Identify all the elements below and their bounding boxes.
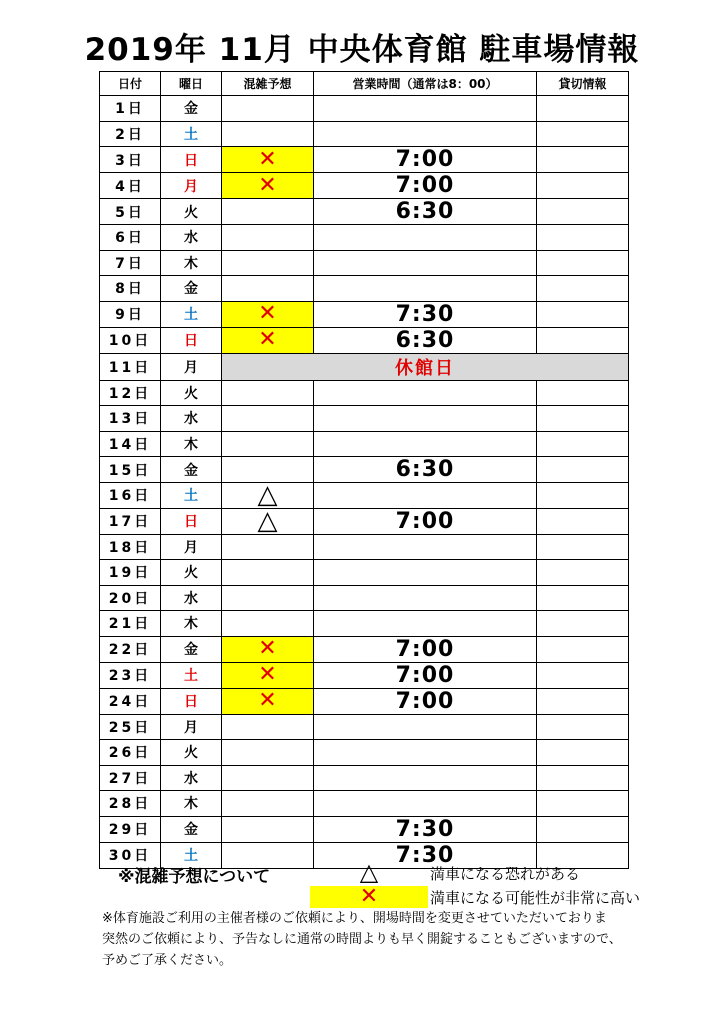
open-time-cell: 7:00 [314,508,537,534]
open-time-cell [314,765,537,791]
reservation-cell [537,327,629,353]
closed-day-cell: 休館日 [222,353,629,380]
table-row [100,534,629,560]
open-time-cell: 7:30 [314,816,537,842]
weekday-cell: 火 [161,740,222,766]
weekday-cell: 土 [161,662,222,688]
weekday-cell: 金 [161,636,222,662]
open-time-cell [314,380,537,406]
weekday-cell: 日 [161,688,222,714]
reservation-cell [537,636,629,662]
date-cell: 6日 [100,225,161,251]
reservation-cell [537,199,629,225]
table-header-row [100,72,629,96]
header-reservation: 貸切情報 [537,72,629,96]
date-cell: 26日 [100,740,161,766]
table-row [100,508,629,534]
table-row [100,147,629,173]
date-cell: 24日 [100,688,161,714]
date-cell: 10日 [100,327,161,353]
reservation-cell [537,457,629,483]
reservation-cell [537,121,629,147]
weekday-cell: 月 [161,714,222,740]
crowd-cell [222,276,314,302]
open-time-cell [314,121,537,147]
open-time-cell [314,534,537,560]
date-cell: 13日 [100,406,161,432]
open-time-cell [314,276,537,302]
weekday-cell: 金 [161,457,222,483]
open-time-cell [314,585,537,611]
crowd-cross-icon: ✕ [222,327,314,353]
weekday-cell: 金 [161,96,222,122]
parking-schedule-table [99,71,629,869]
table-row [100,199,629,225]
weekday-cell: 日 [161,508,222,534]
table-row [100,380,629,406]
open-time-cell: 6:30 [314,457,537,483]
reservation-cell [537,585,629,611]
crowd-cell [222,250,314,276]
table-row [100,740,629,766]
crowd-cell [222,560,314,586]
open-time-cell [314,611,537,637]
table-row [100,662,629,688]
weekday-cell: 月 [161,173,222,199]
date-cell: 2日 [100,121,161,147]
open-time-cell: 7:00 [314,147,537,173]
table-row [100,276,629,302]
date-cell: 9日 [100,301,161,327]
table-row [100,714,629,740]
table-row [100,636,629,662]
weekday-cell: 金 [161,816,222,842]
legend-triangle-icon: △ [359,858,379,886]
reservation-cell [537,301,629,327]
open-time-cell [314,560,537,586]
table-row [100,353,629,380]
reservation-cell [537,483,629,509]
date-cell: 21日 [100,611,161,637]
date-cell: 23日 [100,662,161,688]
date-cell: 16日 [100,483,161,509]
crowd-cell [222,96,314,122]
weekday-cell: 火 [161,380,222,406]
open-time-cell: 7:30 [314,842,537,868]
reservation-cell [537,714,629,740]
weekday-cell: 木 [161,250,222,276]
open-time-cell: 6:30 [314,199,537,225]
table-row [100,611,629,637]
crowd-cell [222,225,314,251]
crowd-cell [222,740,314,766]
table-row [100,457,629,483]
crowd-cross-icon: ✕ [222,147,314,173]
weekday-cell: 水 [161,585,222,611]
date-cell: 27日 [100,765,161,791]
legend-title: ※混雑予想について [118,867,271,887]
open-time-cell [314,431,537,457]
note-line-1: ※体育施設ご利用の主催者様のご依頼により、開場時間を変更させていただいておりま [102,911,607,926]
crowd-cross-icon: ✕ [222,688,314,714]
weekday-cell: 土 [161,121,222,147]
date-cell: 19日 [100,560,161,586]
table-row [100,173,629,199]
weekday-cell: 日 [161,327,222,353]
weekday-cell: 火 [161,199,222,225]
crowd-cell [222,765,314,791]
reservation-cell [537,662,629,688]
date-cell: 8日 [100,276,161,302]
crowd-cell [222,585,314,611]
reservation-cell [537,96,629,122]
reservation-cell [537,380,629,406]
reservation-cell [537,560,629,586]
crowd-cross-icon: ✕ [222,662,314,688]
crowd-cell [222,534,314,560]
reservation-cell [537,816,629,842]
table-row [100,406,629,432]
legend-cross-icon: ✕ [310,886,428,908]
crowd-cross-icon: ✕ [222,173,314,199]
table-row [100,301,629,327]
open-time-cell: 7:00 [314,662,537,688]
date-cell: 28日 [100,791,161,817]
header-dow: 曜日 [161,72,222,96]
open-time-cell [314,406,537,432]
header-date: 日付 [100,72,161,96]
weekday-cell: 木 [161,431,222,457]
open-time-cell: 7:30 [314,301,537,327]
weekday-cell: 木 [161,791,222,817]
weekday-cell: 水 [161,406,222,432]
note-line-2: 突然のご依頼により、予告なしに通常の時間よりも早く開錠することもございますので、 [102,932,622,947]
table-row [100,96,629,122]
date-cell: 1日 [100,96,161,122]
header-crowd: 混雑予想 [222,72,314,96]
table-row [100,250,629,276]
table-row [100,121,629,147]
reservation-cell [537,276,629,302]
date-cell: 5日 [100,199,161,225]
date-cell: 29日 [100,816,161,842]
table-row [100,585,629,611]
reservation-cell [537,765,629,791]
crowd-triangle-icon: △ [222,508,314,534]
date-cell: 11日 [100,353,161,380]
reservation-cell [537,431,629,457]
reservation-cell [537,740,629,766]
date-cell: 4日 [100,173,161,199]
open-time-cell: 7:00 [314,688,537,714]
weekday-cell: 日 [161,147,222,173]
table-row [100,225,629,251]
reservation-cell [537,688,629,714]
reservation-cell [537,508,629,534]
crowd-cross-icon: ✕ [222,301,314,327]
date-cell: 17日 [100,508,161,534]
reservation-cell [537,534,629,560]
weekday-cell: 木 [161,611,222,637]
crowd-cell [222,121,314,147]
weekday-cell: 火 [161,560,222,586]
table-row [100,327,629,353]
crowd-cell [222,816,314,842]
crowd-cell [222,431,314,457]
open-time-cell: 6:30 [314,327,537,353]
reservation-cell [537,611,629,637]
table-row [100,816,629,842]
date-cell: 7日 [100,250,161,276]
open-time-cell [314,250,537,276]
reservation-cell [537,250,629,276]
crowd-cell [222,714,314,740]
header-open-time: 営業時間（通常は8：00） [314,72,537,96]
crowd-cell [222,611,314,637]
open-time-cell [314,791,537,817]
date-cell: 18日 [100,534,161,560]
note-line-3: 予めご了承ください。 [102,953,233,968]
date-cell: 20日 [100,585,161,611]
crowd-cross-icon: ✕ [222,636,314,662]
table-row [100,791,629,817]
page-title: 2019年 11月 中央体育館 駐車場情報 [84,32,640,68]
open-time-cell: 7:00 [314,173,537,199]
date-cell: 25日 [100,714,161,740]
table-row [100,431,629,457]
open-time-cell [314,483,537,509]
date-cell: 22日 [100,636,161,662]
date-cell: 3日 [100,147,161,173]
reservation-cell [537,406,629,432]
open-time-cell: 7:00 [314,636,537,662]
weekday-cell: 水 [161,765,222,791]
reservation-cell [537,225,629,251]
table-row [100,765,629,791]
weekday-cell: 土 [161,301,222,327]
open-time-cell [314,96,537,122]
crowd-cell [222,406,314,432]
crowd-cell [222,380,314,406]
table-row [100,483,629,509]
reservation-cell [537,147,629,173]
open-time-cell [314,714,537,740]
table-row [100,560,629,586]
date-cell: 12日 [100,380,161,406]
weekday-cell: 月 [161,353,222,380]
date-cell: 30日 [100,842,161,868]
reservation-cell [537,791,629,817]
legend-triangle-text: 満車になる恐れがある [430,865,581,883]
crowd-cell [222,457,314,483]
date-cell: 15日 [100,457,161,483]
weekday-cell: 月 [161,534,222,560]
weekday-cell: 土 [161,842,222,868]
weekday-cell: 水 [161,225,222,251]
table-row [100,688,629,714]
reservation-cell [537,173,629,199]
weekday-cell: 土 [161,483,222,509]
open-time-cell [314,225,537,251]
weekday-cell: 金 [161,276,222,302]
open-time-cell [314,740,537,766]
date-cell: 14日 [100,431,161,457]
crowd-cell [222,199,314,225]
crowd-cell [222,791,314,817]
crowd-triangle-icon: △ [222,483,314,509]
legend-cross-text: 満車になる可能性が非常に高い [430,889,641,907]
